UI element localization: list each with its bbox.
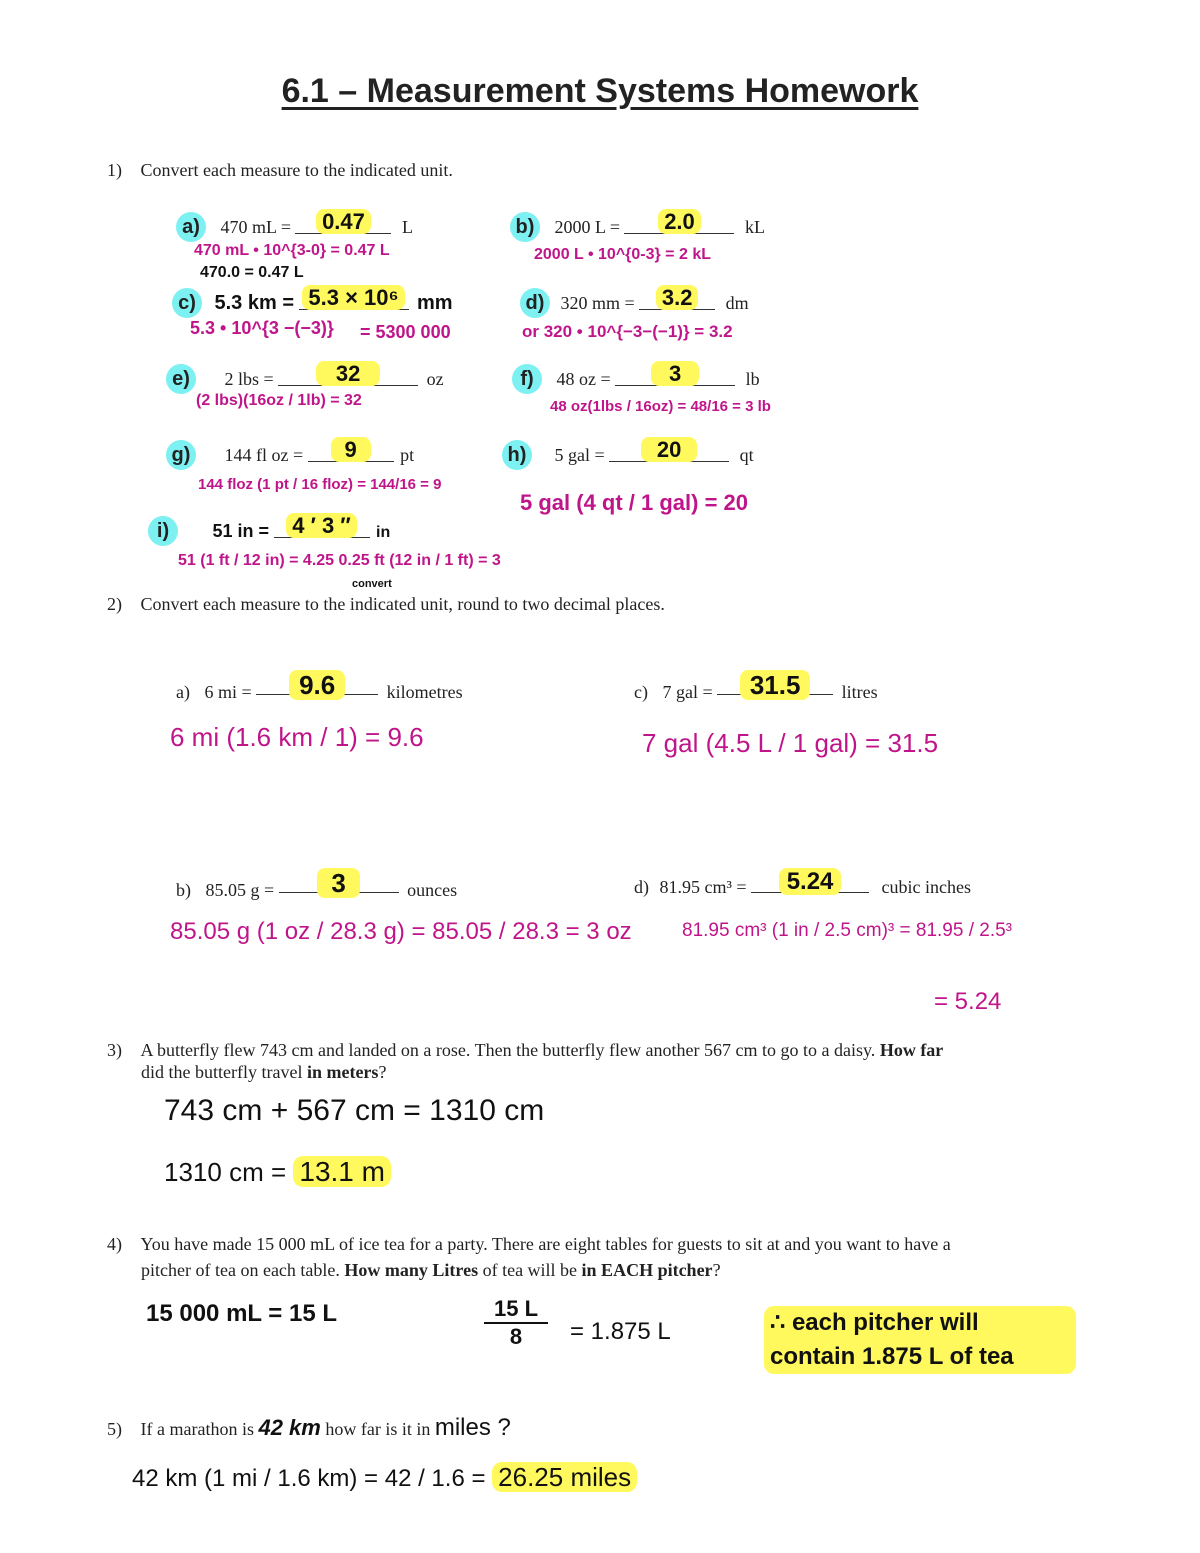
work-1e: (2 lbs)(16oz / 1lb) = 32 bbox=[196, 392, 362, 409]
question-4: 4) You have made 15 000 mL of ice tea for a party. There are eight tables for guests to sit at and you want to have a bbox=[107, 1234, 951, 1254]
work-4-2: = 1.875 L bbox=[570, 1318, 671, 1345]
work-2d-2: = 5.24 bbox=[934, 988, 1002, 1015]
question-number: 1) bbox=[107, 160, 122, 180]
label-circle: d) bbox=[520, 288, 550, 318]
answer-blank bbox=[295, 209, 391, 234]
answer-blank bbox=[274, 513, 370, 538]
label-circle: a) bbox=[176, 212, 206, 242]
work-2d: 81.95 cm³ (1 in / 2.5 cm)³ = 81.95 / 2.5³ bbox=[682, 920, 1013, 941]
problem-2b: b) 85.05 g = 3 ounces bbox=[176, 868, 458, 900]
answer: 3 bbox=[317, 868, 359, 898]
work-1i: 51 (1 ft / 12 in) = 4.25 0.25 ft (12 in / 1 ft) = 3 bbox=[178, 552, 501, 569]
work-1h: 5 gal (4 qt / 1 gal) = 20 bbox=[520, 490, 749, 515]
question-number: 3) bbox=[107, 1040, 122, 1060]
answer: 13.1 m bbox=[293, 1156, 391, 1187]
work-2c: 7 gal (4.5 L / 1 gal) = 31.5 bbox=[642, 728, 939, 758]
question-text: Convert each measure to the indicated unit. bbox=[140, 160, 453, 180]
question-text: Convert each measure to the indicated unit, round to two decimal places. bbox=[140, 594, 665, 614]
page-title: 6.1 – Measurement Systems Homework bbox=[281, 72, 919, 110]
question-number: 5) bbox=[107, 1419, 122, 1439]
answer: 32 bbox=[316, 361, 380, 386]
work-2b: 85.05 g (1 oz / 28.3 g) = 85.05 / 28.3 = 3 oz bbox=[170, 918, 632, 945]
work-4-1: 15 000 mL = 15 L bbox=[146, 1300, 338, 1327]
question-4-line2: pitcher of tea on each table. How many Litres of tea will be in EACH pitcher? bbox=[141, 1260, 721, 1280]
answer-blank bbox=[639, 285, 715, 310]
answer-blank bbox=[751, 868, 869, 895]
work-2a: 6 mi (1.6 km / 1) = 9.6 bbox=[170, 722, 424, 752]
question-5: 5) If a marathon is 42 km how far is it in miles ? bbox=[107, 1414, 511, 1441]
question-1 bbox=[107, 160, 453, 181]
problem-1d: d) 320 mm = 3.2 dm bbox=[520, 288, 749, 318]
answer-blank bbox=[256, 670, 378, 700]
work-1a-2: 470.0 = 0.47 L bbox=[200, 264, 304, 281]
answer-blank bbox=[308, 437, 394, 462]
work-1b: 2000 L • 10^{0-3} = 2 kL bbox=[534, 246, 711, 263]
answer: 31.5 bbox=[740, 670, 811, 700]
answer: 2.0 bbox=[658, 209, 701, 234]
label-circle: g) bbox=[166, 440, 196, 470]
work-1g: 144 floz (1 pt / 16 floz) = 144/16 = 9 bbox=[198, 476, 442, 493]
answer: 3.2 bbox=[656, 285, 699, 310]
question-2 bbox=[107, 594, 665, 615]
question-3-line2: did the butterfly travel in meters? bbox=[141, 1062, 387, 1082]
answer-blank bbox=[624, 209, 734, 234]
work-1i-note: convert bbox=[352, 578, 392, 590]
work-3-1: 743 cm + 567 cm = 1310 cm bbox=[164, 1094, 545, 1127]
problem-1e: e) 2 lbs = 32 oz bbox=[166, 364, 444, 394]
label-circle: f) bbox=[512, 364, 542, 394]
problem-2c: c) 7 gal = 31.5 litres bbox=[634, 670, 878, 702]
problem-1a: a) 470 mL = 0.47 L bbox=[176, 212, 413, 242]
answer: 0.47 bbox=[316, 209, 371, 234]
work-1a: 470 mL • 10^{3-0} = 0.47 L bbox=[194, 242, 390, 259]
answer-blank bbox=[279, 868, 399, 898]
question-3: 3) A butterfly flew 743 cm and landed on a rose. Then the butterfly flew another 567 cm to go to a daisy. How far bbox=[107, 1040, 944, 1060]
answer: 20 bbox=[641, 437, 697, 462]
answer-blank bbox=[299, 285, 409, 310]
answer-blank bbox=[615, 361, 735, 386]
problem-1g: g) 144 fl oz = 9 pt bbox=[166, 440, 414, 470]
answer: 9.6 bbox=[289, 670, 345, 700]
problem-1c: c) 5.3 km = 5.3 × 10⁶ mm bbox=[172, 288, 453, 318]
question-number: 4) bbox=[107, 1234, 122, 1254]
problem-2d: d) 81.95 cm³ = 5.24 cubic inches bbox=[634, 868, 972, 897]
problem-2a: a) 6 mi = 9.6 kilometres bbox=[176, 670, 463, 702]
answer: 26.25 miles bbox=[492, 1462, 637, 1492]
work-5: 42 km (1 mi / 1.6 km) = 42 / 1.6 = 26.25 miles bbox=[132, 1462, 637, 1493]
answer: 5.3 × 10⁶ bbox=[302, 285, 404, 310]
work-1d: or 320 • 10^{−3−(−1)} = 3.2 bbox=[522, 322, 733, 341]
label-circle: b) bbox=[510, 212, 540, 242]
label-circle: h) bbox=[502, 440, 532, 470]
work-3-2: 1310 cm = 13.1 m bbox=[164, 1156, 391, 1188]
question-number: 2) bbox=[107, 594, 122, 614]
work-1c: 5.3 • 10^{3 −(−3)} bbox=[190, 318, 334, 338]
work-1c-2: = 5300 000 bbox=[360, 322, 451, 342]
label-circle: i) bbox=[148, 516, 178, 546]
problem-1b: b) 2000 L = 2.0 kL bbox=[510, 212, 765, 242]
problem-1i: i) 51 in = 4 ′ 3 ″ in bbox=[148, 516, 390, 546]
conclusion-4: ∴ each pitcher will contain 1.875 L of tea bbox=[764, 1306, 1076, 1374]
answer: 9 bbox=[331, 437, 371, 462]
answer: 4 ′ 3 ″ bbox=[286, 513, 357, 538]
answer: 5.24 bbox=[779, 868, 842, 895]
answer: 3 bbox=[651, 361, 699, 386]
label-circle: c) bbox=[172, 288, 202, 318]
problem-1h: h) 5 gal = 20 qt bbox=[502, 440, 754, 470]
problem-1f: f) 48 oz = 3 lb bbox=[512, 364, 760, 394]
answer-blank bbox=[278, 361, 418, 386]
work-4-fraction: $\frac{15 L}{8}$ bbox=[484, 1296, 548, 1350]
answer-blank bbox=[609, 437, 729, 462]
label-circle: e) bbox=[166, 364, 196, 394]
work-1f: 48 oz(1lbs / 16oz) = 48/16 = 3 lb bbox=[550, 398, 771, 415]
answer-blank bbox=[717, 670, 833, 700]
